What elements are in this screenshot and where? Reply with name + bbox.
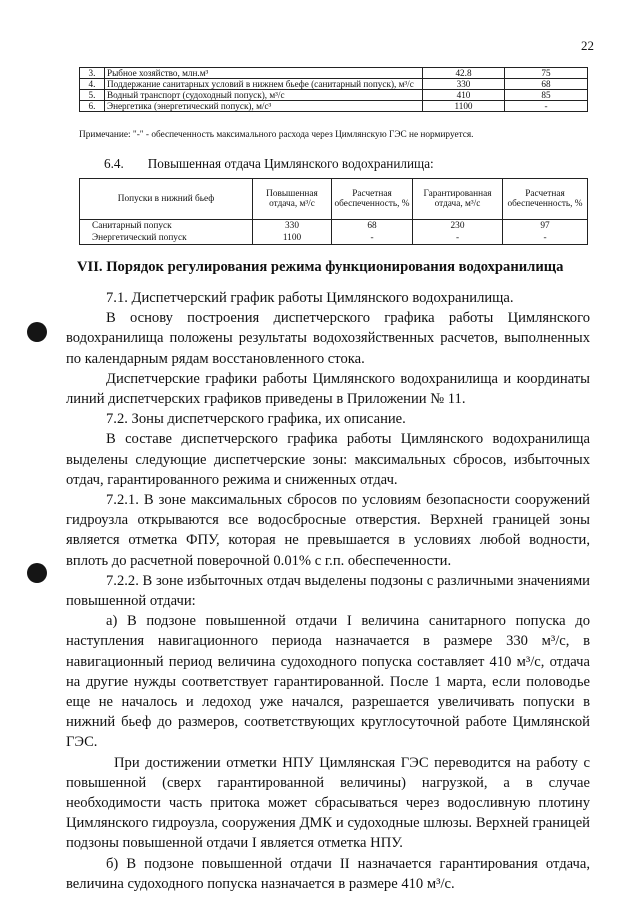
increased-output-table bbox=[79, 178, 588, 245]
paragraph-7-1: 7.1. Диспетчерский график работы Цимлянского водохранилища. bbox=[106, 290, 514, 306]
section-title: Повышенная отдача Цимлянского водохранилища: bbox=[147, 156, 434, 171]
paragraph: В основу построения диспетчерского графика работы Цимлянского водохранилища положены результаты водохозяйственных расчетов, выполненных по календарным рядам восстановленного стока. bbox=[66, 310, 590, 367]
column-header: Повышенная отдача, м³/с bbox=[253, 179, 332, 220]
page-number: 22 bbox=[581, 38, 594, 53]
paragraph-7-2-2: 7.2.2. В зоне избыточных отдач выделены подзоны с различными значениями повышенной отдачи: bbox=[66, 572, 590, 610]
paragraph-7-2: 7.2. Зоны диспетчерского графика, их описание. bbox=[106, 411, 406, 428]
table-row: 5. Водный транспорт (судоходный попуск), м³/с 410 85 bbox=[80, 90, 588, 101]
section-heading bbox=[104, 156, 434, 172]
column-header: Расчетная обеспеченность, % bbox=[503, 179, 588, 220]
paragraph: При достижении отметки НПУ Цимлянская ГЭС переводится на работу с повышенной (сверх гарантированной величины) нагрузкой, а в случае необходимости часть притока может сбрасываться через водосливную плотину Цимлянского гидроузла, сооружения ДМК и судоходные шлюзы. Верхней границей подзоны повышенной отдачи I является отметка НПУ. bbox=[66, 754, 590, 852]
table-header-row bbox=[80, 179, 588, 220]
column-header: Гарантированная отдача, м³/с bbox=[413, 179, 503, 220]
paragraph: В составе диспетчерского графика работы Цимлянского водохранилища выделены следующие диспетчерские зоны: максимальных сбросов, избыточных отдач, гарантированного режима и сниженных отдач. bbox=[66, 431, 590, 488]
table-note: Примечание: "-" - обеспеченность максимального расхода через Цимлянскую ГЭС не нормируется. bbox=[79, 130, 474, 140]
table-row: 4. Поддержание санитарных условий в нижнем бьефе (санитарный попуск), м³/с 330 68 bbox=[80, 79, 588, 90]
body-text bbox=[66, 288, 590, 894]
paragraph: Диспетчерские графики работы Цимлянского водохранилища и координаты линий диспетчерских графиков приведены в Приложении № 11. bbox=[66, 370, 590, 408]
punch-hole-icon bbox=[27, 322, 47, 342]
table-row: 3. Рыбное хозяйство, млн.м³ 42.8 75 bbox=[80, 68, 588, 79]
chapter-title: VII. Порядок регулирования режима функционирования водохранилища bbox=[77, 259, 564, 275]
column-header: Расчетная обеспеченность, % bbox=[332, 179, 413, 220]
table-row: 6. Энергетика (энергетический попуск), м/с³ 1100 - bbox=[80, 101, 588, 112]
paragraph-b: б) В подзоне повышенной отдачи II назначается гарантирования отдача, величина судоходного попуска назначается в размере 410 м³/с. bbox=[66, 855, 590, 892]
table-row: Санитарный попуск 330 68 230 97 bbox=[80, 220, 588, 233]
section-number: 6.4. bbox=[104, 156, 124, 171]
column-header: Попуски в нижний бьеф bbox=[80, 179, 253, 220]
water-use-table bbox=[79, 67, 588, 112]
table-row: Энергетический попуск 1100 - - - bbox=[80, 232, 588, 245]
punch-hole-icon bbox=[27, 563, 47, 583]
paragraph-a: а) В подзоне повышенной отдачи I величина санитарного попуска до наступления навигационного периода назначается в размере 330 м³/с, в навигационный период величина судоходного попуска составляет 410 м³/с, отдача на другие нужды соответствует гарантированной. После 1 марта, если половодье еще не началось и ледоход уже начался, разрешается увеличивать попуски в нижний бьеф до размеров, соответствующих круглосуточной работе Цимлянской ГЭС. bbox=[66, 613, 590, 751]
paragraph-7-2-1: 7.2.1. В зоне максимальных сбросов по условиям безопасности сооружений гидроузла открываются все водосбросные отверстия. Верхней границей зоны является отметка ФПУ, которая не превышается в условиях любой водности, вплоть до расчетной поверочной 0.01% с г.п. обеспеченности. bbox=[66, 492, 590, 569]
